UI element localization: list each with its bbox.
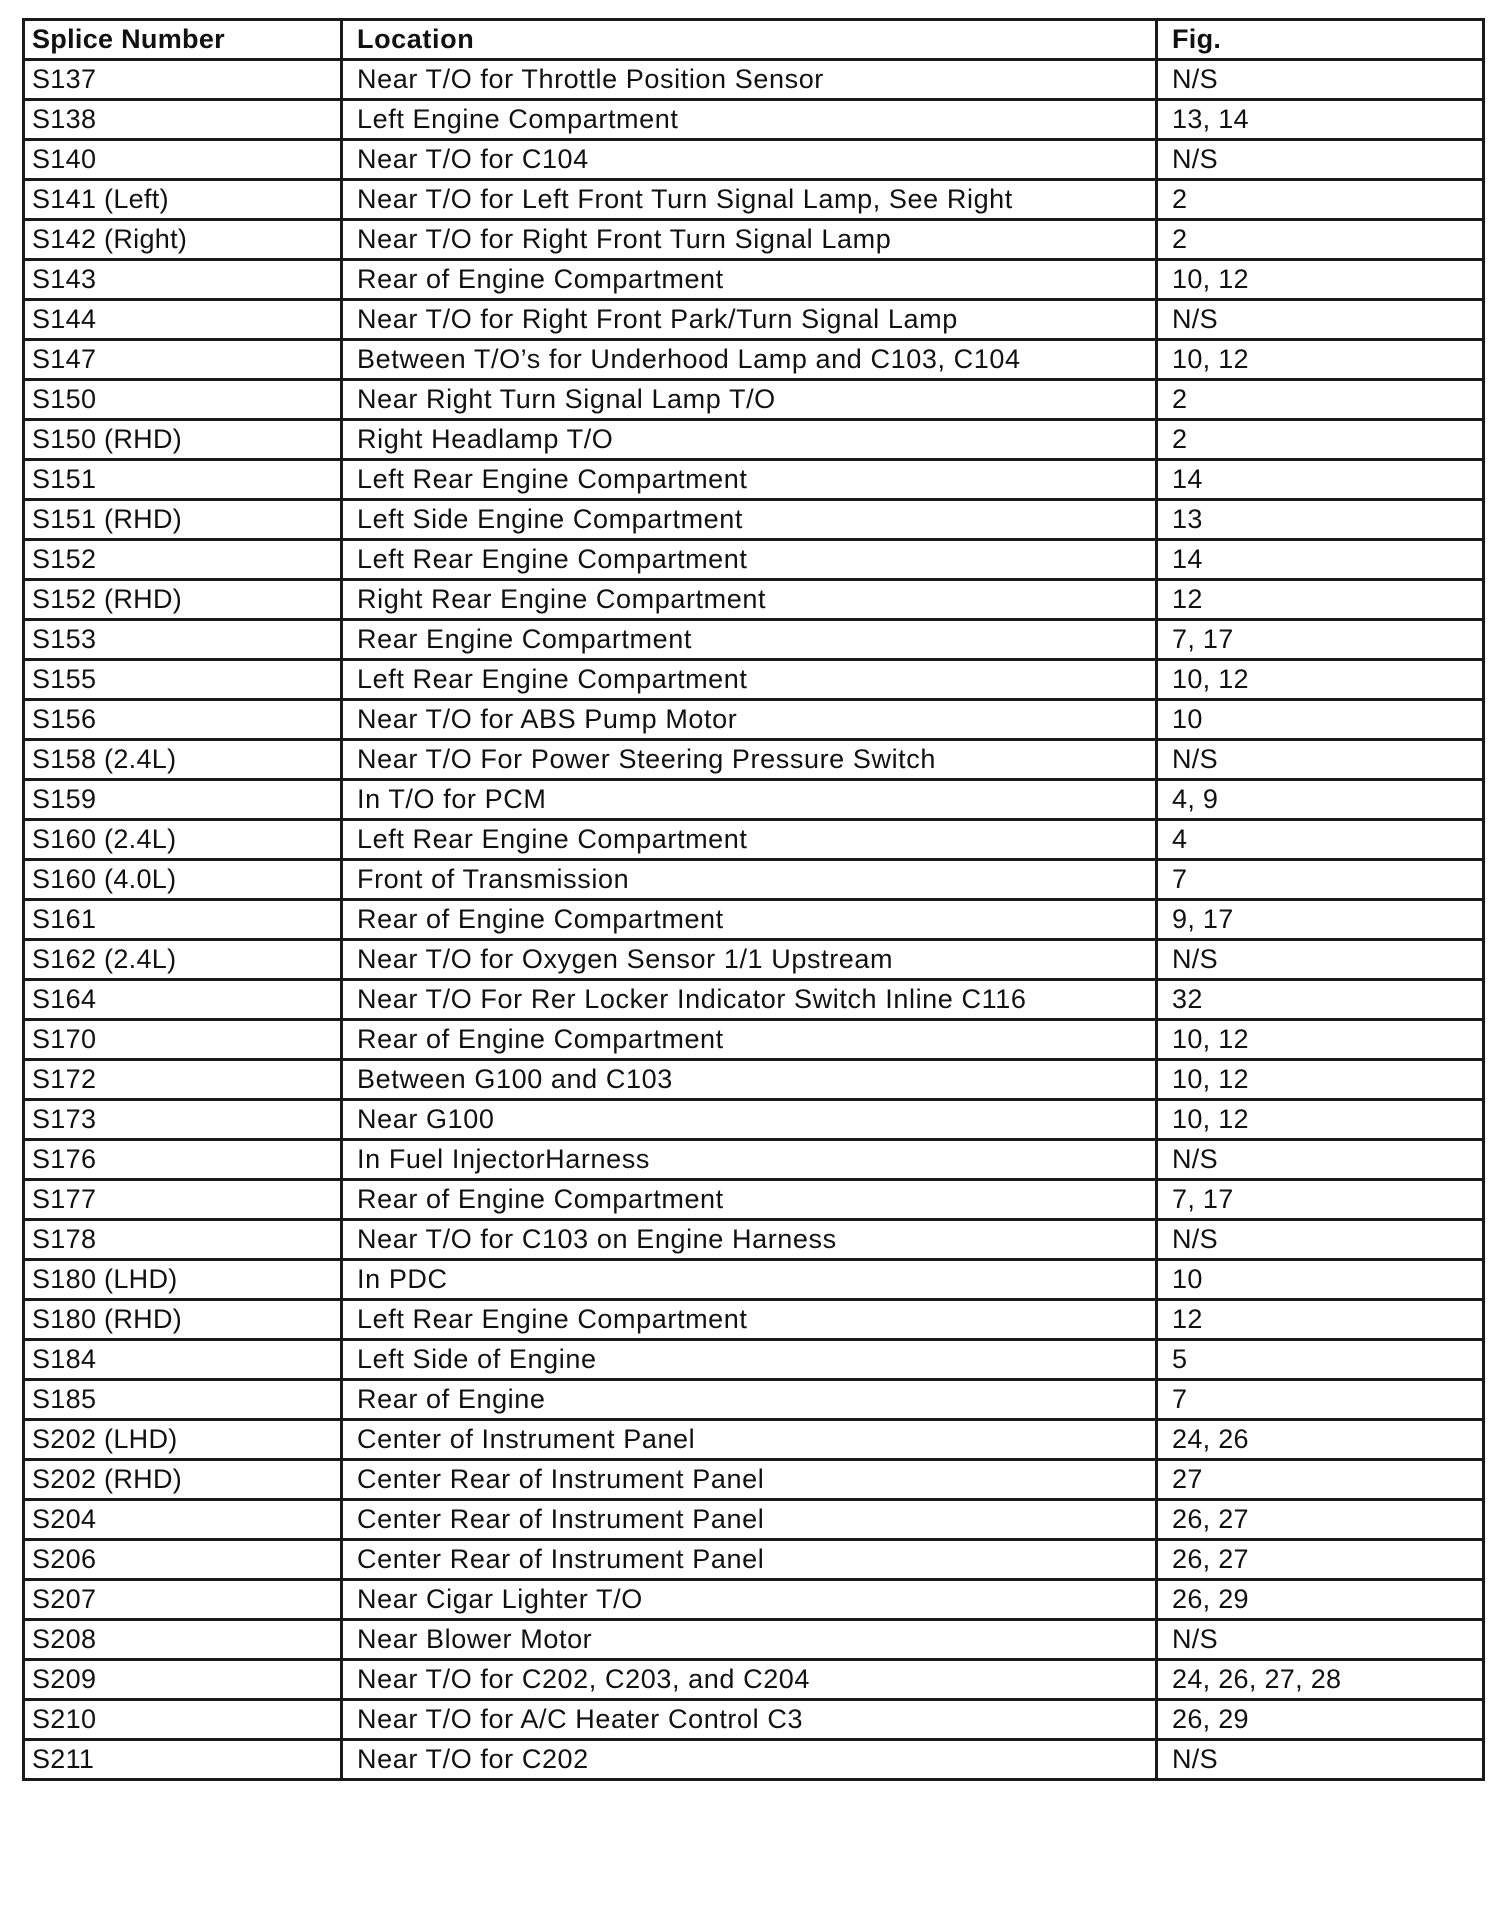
- fig-cell: 7, 17: [1157, 620, 1484, 660]
- splice-number-cell: S147: [24, 340, 342, 380]
- splice-number-cell: S176: [24, 1140, 342, 1180]
- splice-number-cell: S151: [24, 460, 342, 500]
- location-cell: Near T/O for Oxygen Sensor 1/1 Upstream: [342, 940, 1157, 980]
- fig-cell: 14: [1157, 540, 1484, 580]
- table-row: [24, 860, 1484, 900]
- fig-cell: 26, 27: [1157, 1500, 1484, 1540]
- fig-cell: 27: [1157, 1460, 1484, 1500]
- fig-cell: 10: [1157, 1260, 1484, 1300]
- location-cell: Left Rear Engine Compartment: [342, 820, 1157, 860]
- location-cell: Rear Engine Compartment: [342, 620, 1157, 660]
- table-row: [24, 1700, 1484, 1740]
- table-row: [24, 1420, 1484, 1460]
- splice-number-cell: S180 (LHD): [24, 1260, 342, 1300]
- fig-cell: 26, 29: [1157, 1700, 1484, 1740]
- location-cell: Near T/O for C104: [342, 140, 1157, 180]
- location-cell: In T/O for PCM: [342, 780, 1157, 820]
- fig-cell: 10, 12: [1157, 260, 1484, 300]
- location-cell: Near Blower Motor: [342, 1620, 1157, 1660]
- location-cell: Rear of Engine Compartment: [342, 260, 1157, 300]
- fig-cell: 13: [1157, 500, 1484, 540]
- table-row: [24, 1620, 1484, 1660]
- location-cell: Center Rear of Instrument Panel: [342, 1460, 1157, 1500]
- fig-cell: N/S: [1157, 940, 1484, 980]
- fig-cell: 26, 29: [1157, 1580, 1484, 1620]
- splice-number-cell: S172: [24, 1060, 342, 1100]
- splice-location-table: [22, 18, 1485, 1781]
- location-cell: Left Side Engine Compartment: [342, 500, 1157, 540]
- location-cell: Center of Instrument Panel: [342, 1420, 1157, 1460]
- table-row: [24, 1100, 1484, 1140]
- fig-cell: 2: [1157, 420, 1484, 460]
- table-body: [24, 60, 1484, 1780]
- fig-cell: 24, 26, 27, 28: [1157, 1660, 1484, 1700]
- location-cell: Right Rear Engine Compartment: [342, 580, 1157, 620]
- table-row: [24, 900, 1484, 940]
- fig-cell: N/S: [1157, 60, 1484, 100]
- location-cell: Near T/O For Rer Locker Indicator Switch Inline C116: [342, 980, 1157, 1020]
- location-cell: Left Rear Engine Compartment: [342, 540, 1157, 580]
- splice-number-cell: S178: [24, 1220, 342, 1260]
- location-cell: Right Headlamp T/O: [342, 420, 1157, 460]
- splice-number-cell: S206: [24, 1540, 342, 1580]
- location-cell: Between G100 and C103: [342, 1060, 1157, 1100]
- splice-number-cell: S150: [24, 380, 342, 420]
- location-cell: Near T/O for C202, C203, and C204: [342, 1660, 1157, 1700]
- splice-number-cell: S173: [24, 1100, 342, 1140]
- splice-number-cell: S160 (2.4L): [24, 820, 342, 860]
- table-row: [24, 540, 1484, 580]
- table-row: [24, 1340, 1484, 1380]
- fig-cell: 4, 9: [1157, 780, 1484, 820]
- table-row: [24, 1580, 1484, 1620]
- splice-number-cell: S210: [24, 1700, 342, 1740]
- table-row: [24, 1220, 1484, 1260]
- header-splice-number: Splice Number: [24, 20, 342, 60]
- location-cell: Near T/O for A/C Heater Control C3: [342, 1700, 1157, 1740]
- location-cell: Near T/O For Power Steering Pressure Switch: [342, 740, 1157, 780]
- splice-number-cell: S143: [24, 260, 342, 300]
- fig-cell: 7: [1157, 1380, 1484, 1420]
- location-cell: Between T/O’s for Underhood Lamp and C103, C104: [342, 340, 1157, 380]
- location-cell: Near T/O for ABS Pump Motor: [342, 700, 1157, 740]
- table-row: [24, 780, 1484, 820]
- splice-number-cell: S164: [24, 980, 342, 1020]
- splice-number-cell: S159: [24, 780, 342, 820]
- splice-number-cell: S156: [24, 700, 342, 740]
- table-row: [24, 1300, 1484, 1340]
- splice-number-cell: S162 (2.4L): [24, 940, 342, 980]
- table-row: [24, 1260, 1484, 1300]
- table-row: [24, 940, 1484, 980]
- fig-cell: 10, 12: [1157, 660, 1484, 700]
- splice-number-cell: S137: [24, 60, 342, 100]
- splice-number-cell: S180 (RHD): [24, 1300, 342, 1340]
- splice-number-cell: S138: [24, 100, 342, 140]
- splice-number-cell: S152: [24, 540, 342, 580]
- fig-cell: N/S: [1157, 1140, 1484, 1180]
- fig-cell: 2: [1157, 180, 1484, 220]
- fig-cell: 14: [1157, 460, 1484, 500]
- fig-cell: N/S: [1157, 1220, 1484, 1260]
- location-cell: Left Engine Compartment: [342, 100, 1157, 140]
- table-row: [24, 340, 1484, 380]
- splice-number-cell: S202 (LHD): [24, 1420, 342, 1460]
- table-row: [24, 220, 1484, 260]
- fig-cell: 10: [1157, 700, 1484, 740]
- table-row: [24, 300, 1484, 340]
- fig-cell: N/S: [1157, 740, 1484, 780]
- location-cell: Rear of Engine Compartment: [342, 1180, 1157, 1220]
- header-fig: Fig.: [1157, 20, 1484, 60]
- location-cell: Near G100: [342, 1100, 1157, 1140]
- fig-cell: N/S: [1157, 1740, 1484, 1780]
- splice-number-cell: S142 (Right): [24, 220, 342, 260]
- location-cell: Center Rear of Instrument Panel: [342, 1540, 1157, 1580]
- fig-cell: 12: [1157, 580, 1484, 620]
- splice-number-cell: S141 (Left): [24, 180, 342, 220]
- table-row: [24, 580, 1484, 620]
- location-cell: Rear of Engine Compartment: [342, 1020, 1157, 1060]
- location-cell: Near T/O for C202: [342, 1740, 1157, 1780]
- splice-number-cell: S158 (2.4L): [24, 740, 342, 780]
- table-row: [24, 1020, 1484, 1060]
- fig-cell: 24, 26: [1157, 1420, 1484, 1460]
- location-cell: Center Rear of Instrument Panel: [342, 1500, 1157, 1540]
- location-cell: Left Side of Engine: [342, 1340, 1157, 1380]
- splice-number-cell: S153: [24, 620, 342, 660]
- table-row: [24, 500, 1484, 540]
- splice-number-cell: S207: [24, 1580, 342, 1620]
- table-row: [24, 60, 1484, 100]
- location-cell: Rear of Engine Compartment: [342, 900, 1157, 940]
- splice-number-cell: S204: [24, 1500, 342, 1540]
- fig-cell: N/S: [1157, 300, 1484, 340]
- table-row: [24, 820, 1484, 860]
- table-row: [24, 660, 1484, 700]
- fig-cell: 12: [1157, 1300, 1484, 1340]
- fig-cell: 10, 12: [1157, 1020, 1484, 1060]
- splice-number-cell: S209: [24, 1660, 342, 1700]
- fig-cell: N/S: [1157, 140, 1484, 180]
- location-cell: Left Rear Engine Compartment: [342, 1300, 1157, 1340]
- fig-cell: 13, 14: [1157, 100, 1484, 140]
- splice-number-cell: S140: [24, 140, 342, 180]
- location-cell: Near T/O for C103 on Engine Harness: [342, 1220, 1157, 1260]
- fig-cell: 26, 27: [1157, 1540, 1484, 1580]
- splice-number-cell: S161: [24, 900, 342, 940]
- location-cell: Near Cigar Lighter T/O: [342, 1580, 1157, 1620]
- table-row: [24, 740, 1484, 780]
- splice-number-cell: S152 (RHD): [24, 580, 342, 620]
- fig-cell: 10, 12: [1157, 340, 1484, 380]
- splice-number-cell: S160 (4.0L): [24, 860, 342, 900]
- fig-cell: 9, 17: [1157, 900, 1484, 940]
- table-row: [24, 1380, 1484, 1420]
- splice-number-cell: S170: [24, 1020, 342, 1060]
- fig-cell: 10, 12: [1157, 1060, 1484, 1100]
- splice-number-cell: S151 (RHD): [24, 500, 342, 540]
- fig-cell: 7: [1157, 860, 1484, 900]
- table-row: [24, 620, 1484, 660]
- table-row: [24, 1140, 1484, 1180]
- table-row: [24, 460, 1484, 500]
- location-cell: In Fuel InjectorHarness: [342, 1140, 1157, 1180]
- splice-number-cell: S208: [24, 1620, 342, 1660]
- splice-number-cell: S155: [24, 660, 342, 700]
- table-row: [24, 700, 1484, 740]
- splice-number-cell: S144: [24, 300, 342, 340]
- fig-cell: N/S: [1157, 1620, 1484, 1660]
- splice-number-cell: S211: [24, 1740, 342, 1780]
- splice-number-cell: S150 (RHD): [24, 420, 342, 460]
- table-row: [24, 1500, 1484, 1540]
- location-cell: Front of Transmission: [342, 860, 1157, 900]
- table-header-row: [24, 20, 1484, 60]
- location-cell: Near T/O for Left Front Turn Signal Lamp, See Right: [342, 180, 1157, 220]
- splice-number-cell: S177: [24, 1180, 342, 1220]
- table-row: [24, 1180, 1484, 1220]
- location-cell: Left Rear Engine Compartment: [342, 460, 1157, 500]
- location-cell: Near T/O for Throttle Position Sensor: [342, 60, 1157, 100]
- location-cell: Near Right Turn Signal Lamp T/O: [342, 380, 1157, 420]
- location-cell: Left Rear Engine Compartment: [342, 660, 1157, 700]
- table-row: [24, 380, 1484, 420]
- table-row: [24, 1660, 1484, 1700]
- table-row: [24, 1540, 1484, 1580]
- table-row: [24, 1060, 1484, 1100]
- table-row: [24, 260, 1484, 300]
- fig-cell: 7, 17: [1157, 1180, 1484, 1220]
- table-row: [24, 140, 1484, 180]
- table-row: [24, 1740, 1484, 1780]
- splice-number-cell: S202 (RHD): [24, 1460, 342, 1500]
- splice-number-cell: S185: [24, 1380, 342, 1420]
- table-row: [24, 980, 1484, 1020]
- table-row: [24, 420, 1484, 460]
- fig-cell: 32: [1157, 980, 1484, 1020]
- location-cell: Near T/O for Right Front Turn Signal Lamp: [342, 220, 1157, 260]
- fig-cell: 2: [1157, 220, 1484, 260]
- fig-cell: 10, 12: [1157, 1100, 1484, 1140]
- fig-cell: 2: [1157, 380, 1484, 420]
- table-row: [24, 1460, 1484, 1500]
- table-row: [24, 100, 1484, 140]
- header-location: Location: [342, 20, 1157, 60]
- fig-cell: 4: [1157, 820, 1484, 860]
- splice-number-cell: S184: [24, 1340, 342, 1380]
- location-cell: In PDC: [342, 1260, 1157, 1300]
- location-cell: Near T/O for Right Front Park/Turn Signal Lamp: [342, 300, 1157, 340]
- table-row: [24, 180, 1484, 220]
- fig-cell: 5: [1157, 1340, 1484, 1380]
- location-cell: Rear of Engine: [342, 1380, 1157, 1420]
